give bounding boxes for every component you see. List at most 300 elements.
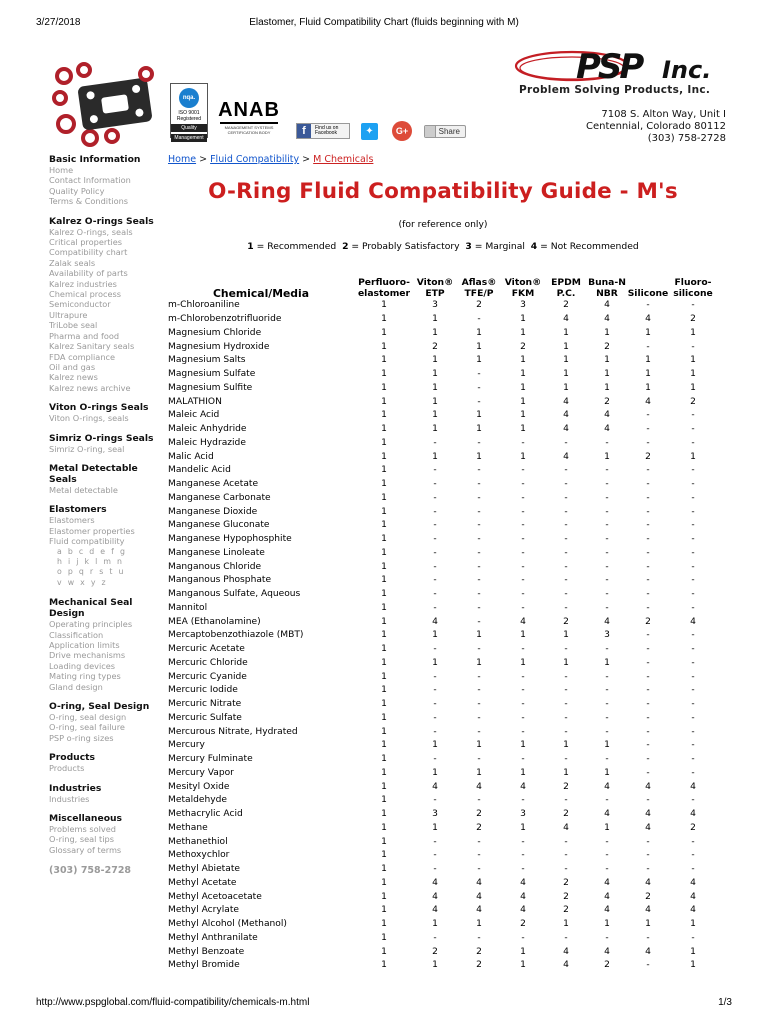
sidebar-link[interactable]: FDA compliance — [49, 351, 116, 362]
address-line1: 7108 S. Alton Way, Unit I — [601, 109, 726, 120]
rating-cell: 1 — [381, 726, 387, 737]
rating-cell: - — [691, 630, 695, 641]
sidebar-section-title: Mechanical Seal Design — [49, 597, 133, 620]
rating-cell: - — [477, 602, 481, 613]
rating-cell: 4 — [645, 946, 651, 957]
rating-cell: - — [564, 506, 568, 517]
rating-cell: - — [691, 712, 695, 723]
chemical-name: Mercuric Chloride — [168, 657, 248, 668]
sidebar-link[interactable]: Home — [49, 165, 74, 175]
sidebar-link[interactable]: Critical properties — [49, 237, 123, 248]
rating-cell: - — [646, 534, 650, 545]
rating-cell: 1 — [381, 382, 387, 393]
rating-cell: 4 — [604, 946, 610, 957]
sidebar-section-title: Viton O-rings Seals — [49, 402, 149, 414]
rating-cell: - — [646, 561, 650, 572]
breadcrumb-separator: > — [199, 154, 208, 165]
sidebar-section-title: O-ring, Seal Design — [49, 701, 150, 713]
column-header: Viton® FKM — [504, 277, 542, 299]
rating-cell: - — [521, 712, 525, 723]
rating-cell: 1 — [381, 341, 387, 352]
rating-cell: - — [646, 506, 650, 517]
rating-cell: - — [691, 534, 695, 545]
rating-cell: 1 — [476, 424, 482, 435]
rating-cell: - — [521, 836, 525, 847]
rating-cell: - — [521, 685, 525, 696]
rating-cell: 4 — [476, 781, 482, 792]
rating-cell: - — [605, 479, 609, 490]
rating-cell: - — [477, 534, 481, 545]
rating-cell: - — [433, 836, 437, 847]
rating-cell: 1 — [381, 754, 387, 765]
rating-cell: 1 — [520, 451, 526, 462]
rating-cell: 1 — [563, 341, 569, 352]
sidebar-link[interactable]: Classification — [49, 629, 104, 640]
rating-cell: 1 — [381, 479, 387, 490]
rating-cell: - — [564, 932, 568, 943]
rating-cell: 1 — [520, 657, 526, 668]
rating-cell: - — [605, 836, 609, 847]
rating-cell: 1 — [476, 740, 482, 751]
print-url: http://www.pspglobal.com/fluid-compatibility/chemicals-m.html — [36, 997, 310, 1008]
rating-cell: - — [646, 671, 650, 682]
table-row — [168, 684, 716, 698]
sidebar-link[interactable]: Kalrez O-rings, seals — [49, 226, 133, 237]
chemical-name: Magnesium Hydroxide — [168, 341, 270, 352]
rating-cell: - — [605, 437, 609, 448]
rating-cell: 1 — [520, 767, 526, 778]
rating-cell: - — [646, 520, 650, 531]
chemical-name: Manganous Chloride — [168, 561, 262, 572]
rating-cell: - — [521, 465, 525, 476]
table-row — [168, 932, 716, 946]
rating-cell: - — [564, 644, 568, 655]
rating-cell: 2 — [563, 905, 569, 916]
chemical-name: Magnesium Sulfate — [168, 369, 256, 380]
facebook-button[interactable] — [296, 123, 350, 139]
rating-cell: 1 — [520, 355, 526, 366]
sidebar-link[interactable]: PSP o-ring sizes — [49, 732, 114, 743]
sidebar-link[interactable]: Availability of parts — [49, 268, 128, 279]
rating-cell: - — [477, 437, 481, 448]
rating-cell: - — [564, 602, 568, 613]
rating-cell: 4 — [563, 410, 569, 421]
rating-cell: 1 — [563, 630, 569, 641]
legend-item — [342, 241, 459, 252]
rating-cell: 2 — [476, 809, 482, 820]
rating-cell: 4 — [604, 314, 610, 325]
rating-cell: - — [564, 754, 568, 765]
sidebar-link[interactable]: Viton O-rings, seals — [49, 413, 129, 424]
sidebar-link[interactable]: Chemical process — [49, 289, 122, 300]
rating-cell: - — [477, 754, 481, 765]
rating-cell: - — [521, 492, 525, 503]
rating-cell: - — [605, 864, 609, 875]
rating-cell: 2 — [476, 960, 482, 971]
rating-cell: 1 — [381, 685, 387, 696]
rating-cell: 4 — [563, 451, 569, 462]
chemical-name: Methane — [168, 822, 208, 833]
rating-cell: - — [521, 506, 525, 517]
chemical-name: Maleic Anhydride — [168, 424, 247, 435]
rating-cell: - — [646, 754, 650, 765]
rating-cell: - — [605, 726, 609, 737]
chemical-name: Mercuric Acetate — [168, 644, 245, 655]
rating-cell: 4 — [645, 877, 651, 888]
rating-cell: - — [646, 547, 650, 558]
table-row — [168, 767, 716, 781]
rating-cell: - — [564, 520, 568, 531]
sidebar-link[interactable]: Metal detectable — [49, 484, 118, 495]
table-row — [168, 670, 716, 684]
sidebar-link[interactable]: Compatibility chart — [49, 247, 128, 258]
rating-cell: 1 — [381, 410, 387, 421]
rating-cell: - — [646, 410, 650, 421]
logo-inc-text: Inc. — [662, 56, 712, 84]
rating-cell: 4 — [476, 877, 482, 888]
rating-cell: 1 — [432, 410, 438, 421]
rating-cell: - — [646, 575, 650, 586]
sidebar-link[interactable]: Glossary of terms — [49, 844, 122, 855]
chemical-name: Malic Acid — [168, 451, 214, 462]
rating-cell: - — [646, 492, 650, 503]
rating-cell: 1 — [520, 327, 526, 338]
rating-cell: - — [477, 699, 481, 710]
rating-cell: 1 — [690, 919, 696, 930]
twitter-icon[interactable]: ✦ — [361, 123, 378, 140]
rating-cell: - — [564, 699, 568, 710]
rating-cell: - — [477, 314, 481, 325]
sidebar-link[interactable]: Products — [49, 763, 85, 774]
table-row — [168, 918, 716, 932]
rating-cell: - — [646, 465, 650, 476]
rating-cell: 1 — [432, 960, 438, 971]
rating-cell: 1 — [476, 630, 482, 641]
table-row — [168, 904, 716, 918]
table-row — [168, 712, 716, 726]
sidebar-link[interactable]: Contact Information — [49, 175, 131, 186]
sidebar-link[interactable]: Drive mechanisms — [49, 650, 126, 661]
rating-cell: 1 — [563, 919, 569, 930]
rating-cell: - — [433, 932, 437, 943]
sidebar-alphabet-row[interactable]: a b c d e f g — [57, 546, 127, 556]
rating-cell: 4 — [690, 891, 696, 902]
column-header: Perfluoro-elastomer — [357, 277, 411, 299]
rating-cell: 1 — [645, 369, 651, 380]
rating-cell: - — [477, 644, 481, 655]
rating-cell: 1 — [432, 740, 438, 751]
chemical-name: Manganese Carbonate — [168, 492, 271, 503]
rating-cell: - — [564, 534, 568, 545]
column-header: Buna-N NBR — [588, 277, 626, 299]
table-row — [168, 437, 716, 451]
table-row — [168, 877, 716, 891]
rating-cell: - — [691, 410, 695, 421]
sidebar-link[interactable]: Elastomers — [49, 515, 95, 526]
rating-cell: - — [691, 740, 695, 751]
rating-cell: 1 — [604, 382, 610, 393]
rating-cell: 1 — [563, 369, 569, 380]
rating-cell: - — [564, 850, 568, 861]
rating-cell: 4 — [563, 396, 569, 407]
page-title: O-Ring Fluid Compatibility Guide - M's — [208, 179, 678, 204]
sidebar-nav — [49, 154, 161, 876]
chemical-name: Methyl Abietate — [168, 864, 240, 875]
sidebar-link[interactable]: Terms & Conditions — [49, 196, 129, 207]
rating-cell: 1 — [520, 410, 526, 421]
rating-cell: 1 — [381, 740, 387, 751]
rating-cell: - — [433, 479, 437, 490]
rating-cell: - — [605, 699, 609, 710]
rating-cell: - — [646, 685, 650, 696]
nqa-logo: nqa. — [179, 88, 199, 108]
rating-cell: 1 — [476, 355, 482, 366]
legend-item — [247, 241, 336, 252]
rating-cell: 2 — [645, 451, 651, 462]
legend-text: = Probably Satisfactory — [351, 241, 460, 252]
iso-9001-badge — [170, 83, 208, 141]
rating-cell: 1 — [381, 561, 387, 572]
sidebar-alphabet-row[interactable]: o p q r s t u — [57, 567, 126, 577]
sidebar-link[interactable]: Application limits — [49, 640, 120, 650]
rating-cell: 1 — [381, 492, 387, 503]
chemical-name: MALATHION — [168, 396, 222, 407]
rating-cell: 4 — [563, 946, 569, 957]
rating-cell: - — [605, 850, 609, 861]
sidebar-link[interactable]: O-ring, seal design — [49, 712, 127, 723]
table-row — [168, 588, 716, 602]
rating-cell: - — [564, 589, 568, 600]
rating-cell: - — [691, 465, 695, 476]
rating-cell: 1 — [476, 410, 482, 421]
breadcrumb-fluid-compatibility[interactable]: Fluid Compatibility — [210, 154, 300, 165]
table-row — [168, 505, 716, 519]
iso-badge-line1: ISO 9001 — [178, 110, 200, 116]
sidebar-alphabet-row[interactable]: h i j k l m n — [57, 556, 124, 566]
table-row — [168, 835, 716, 849]
table-row — [168, 340, 716, 354]
sidebar-link[interactable]: TriLobe seal — [49, 320, 98, 331]
rating-cell: - — [691, 754, 695, 765]
rating-cell: - — [521, 534, 525, 545]
rating-cell: - — [433, 602, 437, 613]
rating-cell: 1 — [604, 451, 610, 462]
rating-cell: - — [564, 561, 568, 572]
legend-text: = Marginal — [474, 241, 525, 252]
rating-cell: - — [477, 795, 481, 806]
sidebar-link[interactable]: O-ring, seal failure — [49, 722, 125, 733]
sidebar-link[interactable]: Quality Policy — [49, 185, 105, 196]
rating-cell: 1 — [381, 877, 387, 888]
rating-cell: 1 — [476, 451, 482, 462]
rating-cell: 1 — [476, 327, 482, 338]
legend-number: 4 — [530, 241, 538, 252]
chemical-name: Methyl Bromide — [168, 960, 240, 971]
chemical-name: Methyl Anthranilate — [168, 932, 258, 943]
rating-cell: - — [477, 479, 481, 490]
chemical-name: Mercury Fulminate — [168, 754, 253, 765]
rating-cell: 1 — [381, 465, 387, 476]
iso-badge-line2: Registered — [176, 116, 202, 122]
rating-cell: 1 — [381, 547, 387, 558]
rating-cell: 1 — [563, 355, 569, 366]
rating-cell: 4 — [645, 396, 651, 407]
rating-cell: 4 — [476, 891, 482, 902]
rating-cell: - — [646, 437, 650, 448]
sidebar-link[interactable]: Oil and gas — [49, 361, 96, 372]
rating-cell: - — [564, 864, 568, 875]
rating-cell: - — [646, 657, 650, 668]
sidebar-alphabet-row[interactable]: v w x y z — [57, 577, 108, 587]
rating-cell: 4 — [690, 781, 696, 792]
table-row — [168, 478, 716, 492]
sidebar-link[interactable]: O-ring, seal tips — [49, 834, 115, 845]
rating-cell: - — [605, 465, 609, 476]
sidebar-link[interactable]: Fluid compatibility — [49, 536, 125, 547]
table-row — [168, 574, 716, 588]
rating-cell: 2 — [645, 891, 651, 902]
sidebar-link[interactable]: Ultrapure — [49, 309, 88, 320]
sidebar-link[interactable]: Zalak seals — [49, 257, 96, 268]
psp-logo[interactable] — [514, 48, 724, 86]
rating-cell: - — [691, 341, 695, 352]
rating-cell: - — [691, 437, 695, 448]
chemical-name: Manganous Phosphate — [168, 575, 272, 586]
rating-cell: - — [691, 424, 695, 435]
table-row — [168, 890, 716, 904]
table-header-row — [168, 262, 716, 299]
sidebar-link[interactable]: Kalrez news archive — [49, 382, 131, 393]
rating-cell: - — [521, 644, 525, 655]
rating-cell: 2 — [690, 396, 696, 407]
rating-cell: - — [691, 506, 695, 517]
table-row — [168, 560, 716, 574]
rating-cell: 1 — [520, 740, 526, 751]
legend-number: 3 — [465, 241, 472, 252]
rating-cell: 1 — [381, 437, 387, 448]
rating-cell: 2 — [690, 822, 696, 833]
rating-cell: 1 — [432, 822, 438, 833]
chemical-name: Mercurous Nitrate, Hydrated — [168, 726, 298, 737]
chemical-name: Mercaptobenzothiazole (MBT) — [168, 630, 304, 641]
sidebar-link[interactable]: Operating principles — [49, 619, 133, 630]
rating-cell: 1 — [381, 355, 387, 366]
rating-cell: 3 — [432, 300, 438, 311]
rating-cell: 2 — [563, 891, 569, 902]
rating-cell: 2 — [476, 300, 482, 311]
sidebar-link[interactable]: Problems solved — [49, 824, 116, 835]
table-row — [168, 450, 716, 464]
rating-cell: - — [433, 685, 437, 696]
chemical-name: Manganous Sulfate, Aqueous — [168, 589, 301, 600]
rating-cell: - — [521, 671, 525, 682]
rating-cell: - — [691, 300, 695, 311]
rating-cell: - — [521, 795, 525, 806]
rating-cell: 4 — [645, 781, 651, 792]
rating-cell: 1 — [520, 369, 526, 380]
sidebar-link[interactable]: Loading devices — [49, 660, 116, 671]
rating-cell: 1 — [381, 396, 387, 407]
rating-cell: - — [691, 575, 695, 586]
rating-cell: - — [477, 575, 481, 586]
rating-cell: - — [477, 932, 481, 943]
table-row — [168, 327, 716, 341]
rating-cell: - — [691, 479, 695, 490]
rating-cell: 4 — [604, 424, 610, 435]
table-row — [168, 629, 716, 643]
sidebar-link[interactable]: Kalrez Sanitary seals — [49, 341, 135, 352]
sidebar-link[interactable]: Mating ring types — [49, 671, 121, 682]
sidebar-link[interactable]: Pharma and food — [49, 330, 120, 341]
rating-cell: 2 — [563, 809, 569, 820]
rating-cell: 4 — [604, 410, 610, 421]
rating-cell: 4 — [604, 877, 610, 888]
sidebar-link[interactable]: Gland design — [49, 681, 103, 692]
rating-cell: - — [477, 671, 481, 682]
column-header: Silicone — [627, 288, 669, 299]
rating-cell: - — [477, 685, 481, 696]
table-row — [168, 423, 716, 437]
rating-cell: 3 — [432, 809, 438, 820]
rating-cell: 1 — [381, 671, 387, 682]
breadcrumb-home[interactable]: Home — [168, 154, 197, 165]
legend-item — [531, 241, 639, 252]
chemical-name: Mercuric Nitrate — [168, 699, 242, 710]
sidebar-link[interactable]: Simriz O-ring, seal — [49, 443, 125, 454]
rating-cell: - — [433, 437, 437, 448]
table-row — [168, 643, 716, 657]
breadcrumb-current[interactable]: M Chemicals — [313, 154, 374, 165]
rating-cell: - — [564, 437, 568, 448]
google-plus-icon[interactable]: G+ — [392, 121, 412, 141]
rating-cell: 1 — [432, 919, 438, 930]
sidebar-link[interactable]: Industries — [49, 793, 90, 804]
legend-text: = Not Recommended — [540, 241, 639, 252]
sidebar-link[interactable]: Kalrez industries — [49, 278, 117, 289]
facebook-label: Find us on Facebook — [315, 125, 339, 136]
rating-cell: 1 — [690, 960, 696, 971]
rating-cell: 1 — [604, 822, 610, 833]
rating-cell: - — [691, 671, 695, 682]
rating-cell: 1 — [432, 396, 438, 407]
rating-cell: - — [433, 699, 437, 710]
rating-cell: - — [605, 492, 609, 503]
rating-cell: 1 — [432, 424, 438, 435]
rating-cell: 1 — [381, 781, 387, 792]
anab-subtitle: MANAGEMENT SYSTEMS CERTIFICATION BODY — [220, 122, 278, 135]
rating-cell: - — [433, 575, 437, 586]
rating-cell: 1 — [690, 946, 696, 957]
sidebar-link[interactable]: Kalrez news — [49, 372, 98, 383]
rating-cell: 4 — [604, 891, 610, 902]
rating-cell: 2 — [476, 946, 482, 957]
rating-cell: 1 — [381, 919, 387, 930]
rating-cell: 2 — [520, 341, 526, 352]
rating-cell: - — [605, 575, 609, 586]
rating-cell: - — [564, 575, 568, 586]
rating-cell: 2 — [563, 781, 569, 792]
sidebar-link[interactable]: Semiconductor — [49, 299, 111, 310]
rating-cell: - — [691, 602, 695, 613]
table-row — [168, 615, 716, 629]
rating-cell: 2 — [520, 919, 526, 930]
sidebar-link[interactable]: Elastomer properties — [49, 525, 135, 536]
share-button[interactable] — [424, 125, 466, 138]
sidebar-section-title: Simriz O-rings Seals — [49, 432, 154, 444]
table-row — [168, 299, 716, 313]
rating-cell: 4 — [520, 616, 526, 627]
rating-cell: - — [646, 864, 650, 875]
